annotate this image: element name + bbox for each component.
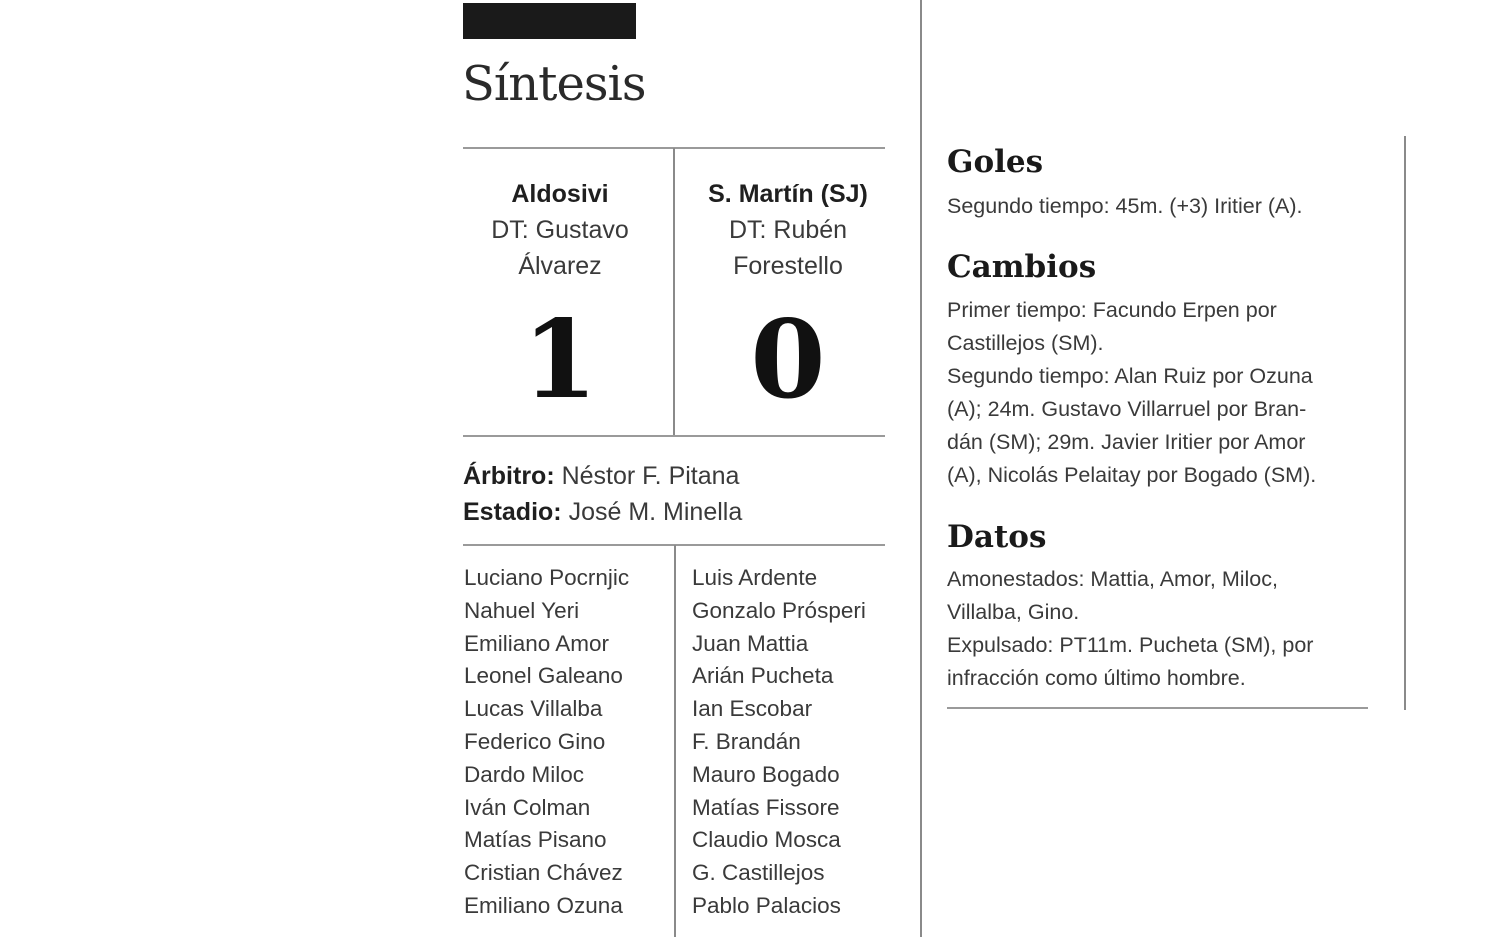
away-player: G. Castillejos (692, 860, 825, 886)
home-player: Lucas Villalba (464, 696, 603, 722)
away-player: Pablo Palacios (692, 892, 841, 918)
datos-line: infracción como último hombre. (947, 666, 1246, 690)
datos-heading: Datos (947, 519, 1047, 555)
home-player: Iván Colman (464, 794, 591, 820)
lineups-divider (674, 545, 676, 937)
away-player: Juan Mattia (692, 630, 809, 656)
away-player: Claudio Mosca (692, 827, 841, 853)
away-player: Arián Pucheta (692, 663, 834, 689)
away-player: Mauro Bogado (692, 761, 840, 787)
home-coach-line1: DT: Gustavo (491, 216, 629, 244)
away-team-name: S. Martín (SJ) (708, 180, 868, 208)
home-score: 1 (522, 297, 598, 423)
datos-line: Villalba, Gino. (947, 600, 1080, 624)
goles-text (947, 190, 1397, 223)
away-coach-line2: Forestello (733, 252, 843, 280)
cambios-line: Castillejos (SM). (947, 331, 1104, 355)
away-coach-line1: DT: Rubén (728, 216, 848, 244)
goles-heading: Goles (947, 144, 1044, 180)
datos-bottom-rule (947, 707, 1368, 709)
home-lineup-list (464, 562, 629, 923)
home-coach-line2: Álvarez (518, 252, 602, 280)
away-player: Ian Escobar (692, 696, 813, 722)
section-marker-bar (463, 3, 636, 39)
referee-line (463, 458, 739, 494)
cambios-line: dán (SM); 29m. Javier Iritier por Amor (947, 430, 1306, 454)
home-player: Dardo Miloc (464, 761, 585, 787)
stadium-label: Estadio: (463, 498, 562, 526)
cambios-line: Segundo tiempo: Alan Ruiz por Ozuna (947, 364, 1313, 388)
stadium-name: José M. Minella (561, 498, 743, 526)
home-player: Emiliano Amor (464, 630, 610, 656)
cambios-line: Primer tiempo: Facundo Erpen por (947, 298, 1277, 322)
cambios-heading: Cambios (947, 249, 1097, 285)
cambios-text (947, 294, 1397, 492)
referee-name: Néstor F. Pitana (554, 462, 740, 490)
home-player: Cristian Chávez (464, 860, 623, 886)
datos-line: Amonestados: Mattia, Amor, Miloc, (947, 567, 1278, 591)
column-divider (920, 0, 922, 937)
cambios-line: (A); 24m. Gustavo Villarruel por Bran- (947, 397, 1307, 421)
away-player: Matías Fissore (692, 794, 840, 820)
page-title: Síntesis (462, 56, 646, 112)
away-score: 0 (750, 297, 826, 423)
goles-line: Segundo tiempo: 45m. (+3) Iritier (A). (947, 194, 1303, 218)
cambios-line: (A), Nicolás Pelaitay por Bogado (SM). (947, 463, 1317, 487)
home-player: Nahuel Yeri (464, 597, 580, 623)
scoreboard-bottom-rule (463, 435, 885, 437)
away-player: Gonzalo Prósperi (692, 597, 866, 623)
away-player: Luis Ardente (692, 565, 818, 590)
home-player: Matías Pisano (464, 827, 607, 853)
referee-label: Árbitro: (463, 462, 555, 490)
stadium-line (463, 494, 742, 530)
home-player: Leonel Galeano (464, 663, 623, 689)
away-team (683, 176, 893, 284)
home-player: Luciano Pocrnjic (464, 565, 630, 590)
home-team (455, 176, 665, 284)
home-player: Federico Gino (464, 728, 606, 754)
away-player: F. Brandán (692, 728, 801, 754)
right-border (1404, 136, 1406, 710)
datos-text (947, 563, 1397, 695)
away-lineup-list (692, 562, 866, 923)
home-team-name: Aldosivi (511, 180, 609, 208)
scoreboard-divider (673, 148, 675, 436)
datos-line: Expulsado: PT11m. Pucheta (SM), por (947, 633, 1314, 657)
home-player: Emiliano Ozuna (464, 892, 623, 918)
